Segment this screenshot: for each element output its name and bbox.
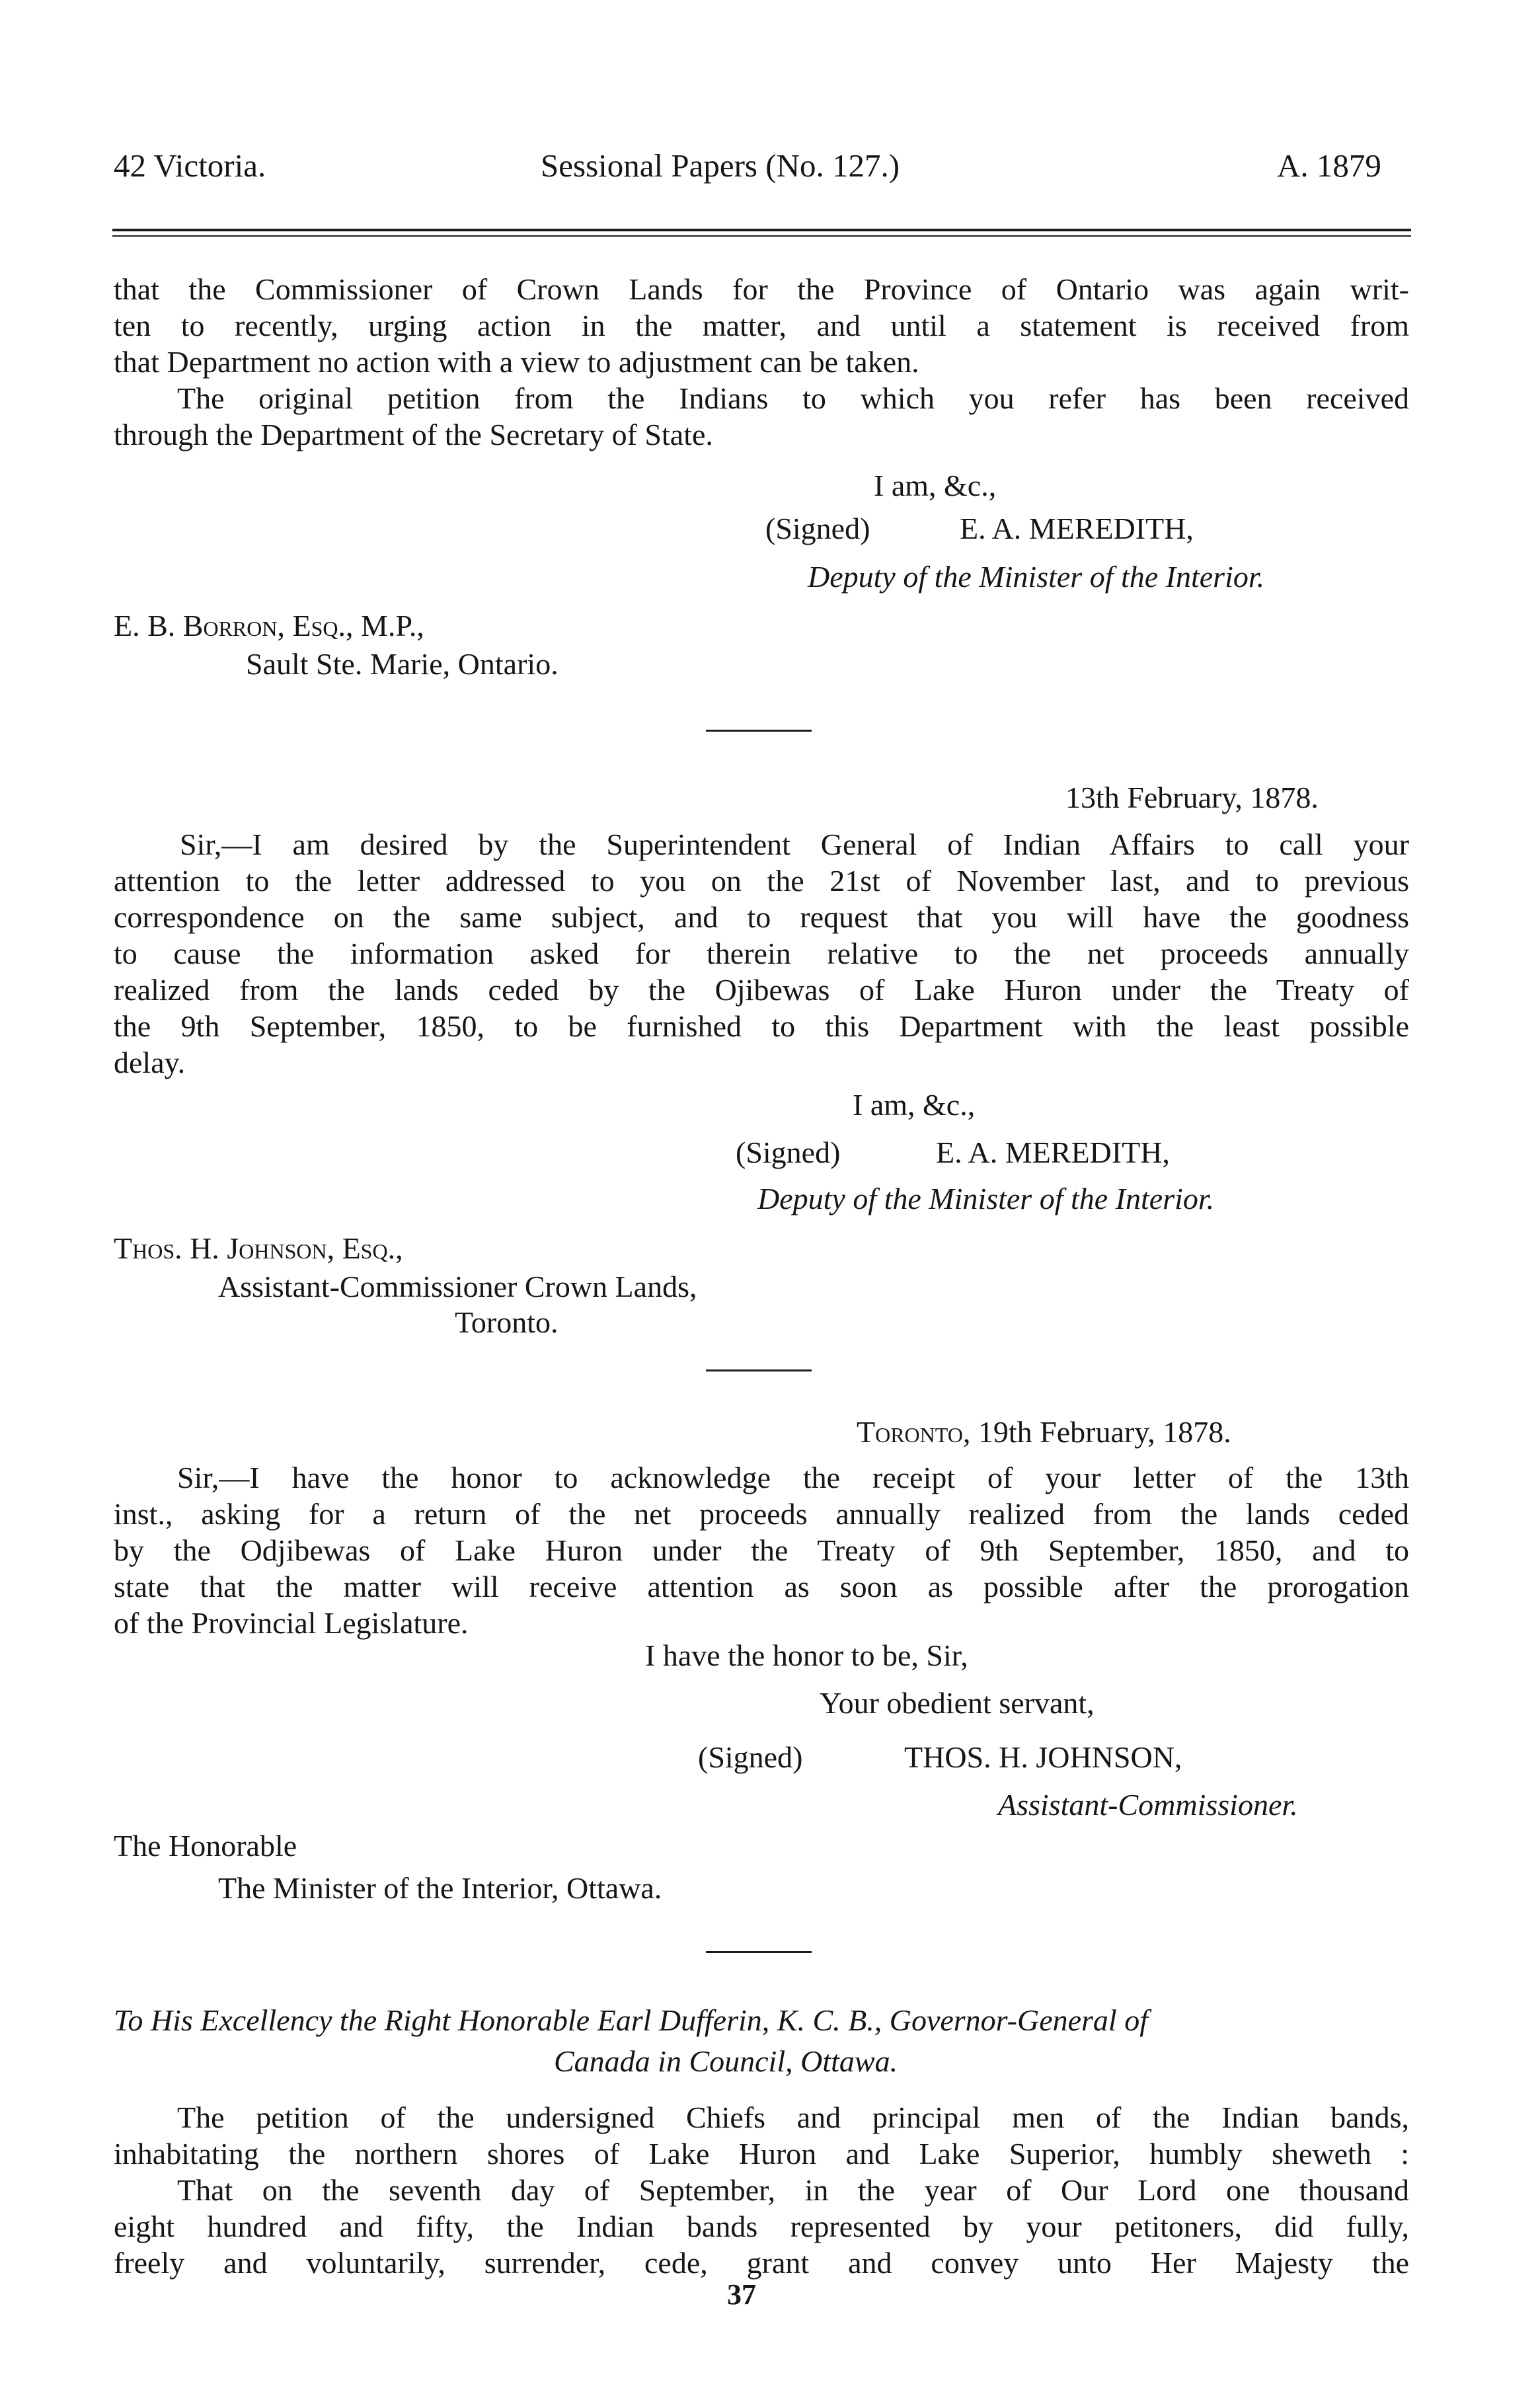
petition-heading-line2: Canada in Council, Ottawa.	[554, 2044, 898, 2078]
text-line: through the Department of the Secretary of State.	[114, 418, 713, 451]
letter2-signer-title: Deputy of the Minister of the Interior.	[757, 1182, 1215, 1215]
text-line: inhabitating the northern shores of Lake Huron and Lake Superior, humbly sheweth :	[114, 2137, 1409, 2171]
header-rule-thick	[112, 229, 1411, 231]
text-line: correspondence on the same subject, and to request that you will have the goodness	[114, 900, 1409, 934]
petition-heading-line1: To His Excellency the Right Honorable Earl Dufferin, K. C. B., Governor-General of	[114, 2003, 1148, 2037]
letter3-addressee-line2: The Minister of the Interior, Ottawa.	[218, 1871, 662, 1905]
letter2-signed-label: (Signed)	[736, 1136, 841, 1169]
text-line: realized from the lands ceded by the Ojibewas of Lake Huron under the Treaty of	[114, 973, 1409, 1007]
letter3-signed-label: (Signed)	[698, 1740, 803, 1774]
letter1-signer: E. A. MEREDITH,	[960, 512, 1194, 545]
text-line: freely and voluntarily, surrender, cede, grant and convey unto Her Majesty the	[114, 2246, 1409, 2280]
petition-body	[114, 2099, 1409, 2281]
letter1-body	[114, 271, 1409, 453]
letter3-date-text: 19th February, 1878.	[978, 1415, 1231, 1449]
letter1-signer-title: Deputy of the Minister of the Interior.	[808, 560, 1265, 594]
letter1-closing: I am, &c.,	[874, 469, 997, 502]
section-divider	[706, 730, 812, 732]
text-line: Sir,—I have the honor to acknowledge the receipt of your letter of the 13th	[177, 1461, 1409, 1494]
text-line: by the Odjibewas of Lake Huron under the Treaty of 9th September, 1850, and to	[114, 1533, 1409, 1567]
running-header-left: 42 Victoria.	[114, 147, 266, 184]
letter2-signer: E. A. MEREDITH,	[936, 1136, 1170, 1169]
text-line: That on the seventh day of September, in the year of Our Lord one thousand	[177, 2173, 1409, 2207]
text-line: to cause the information asked for therein relative to the net proceeds annually	[114, 937, 1409, 970]
letter3-signer-title: Assistant-Commissioner.	[998, 1788, 1298, 1822]
letter3-closing-1: I have the honor to be, Sir,	[645, 1638, 968, 1672]
letter2-addressee-title: Assistant-Commissioner Crown Lands,	[218, 1270, 697, 1303]
text-line: that the Commissioner of Crown Lands for the Province of Ontario was again writ-	[114, 272, 1409, 306]
letter2-closing: I am, &c.,	[853, 1088, 976, 1122]
text-line: state that the matter will receive attention as soon as possible after the prorogation	[114, 1570, 1409, 1603]
page-number: 37	[727, 2278, 756, 2311]
text-line: delay.	[114, 1046, 186, 1079]
letter3-body	[114, 1459, 1409, 1641]
letter3-date-place: Toronto,	[857, 1415, 971, 1449]
text-line: of the Provincial Legislature.	[114, 1606, 469, 1640]
letter3-date	[857, 1414, 1231, 1449]
running-header-right: A. 1879	[1277, 147, 1381, 184]
letter3-signer: THOS. H. JOHNSON,	[904, 1740, 1182, 1774]
header-rule-thin	[112, 235, 1411, 237]
running-header-center: Sessional Papers (No. 127.)	[541, 147, 900, 184]
letter1-addressee-place: Sault Ste. Marie, Ontario.	[246, 647, 558, 681]
letter3-addressee-line1: The Honorable	[114, 1829, 297, 1863]
section-divider	[706, 1951, 812, 1953]
text-line: that Department no action with a view to adjustment can be taken.	[114, 345, 919, 379]
letter3-closing-2: Your obedient servant,	[820, 1686, 1095, 1720]
letter1-signed-label: (Signed)	[765, 512, 870, 545]
text-line: The petition of the undersigned Chiefs and principal men of the Indian bands,	[177, 2100, 1409, 2134]
text-line: the 9th September, 1850, to be furnished to this Department with the least possible	[114, 1009, 1409, 1043]
letter2-body	[114, 826, 1409, 1081]
letter2-date: 13th February, 1878.	[1065, 781, 1319, 814]
text-line: Sir,—I am desired by the Superintendent General of Indian Affairs to call your	[180, 828, 1409, 861]
letter1-addressee-name: E. B. Borron, Esq., M.P.,	[114, 609, 424, 642]
text-line: ten to recently, urging action in the matter, and until a statement is received from	[114, 309, 1409, 342]
section-divider	[706, 1369, 812, 1371]
letter2-addressee-place: Toronto.	[455, 1305, 558, 1339]
text-line: eight hundred and fifty, the Indian bands represented by your petitoners, did fully,	[114, 2210, 1409, 2243]
text-line: The original petition from the Indians to which you refer has been received	[177, 381, 1409, 415]
text-line: inst., asking for a return of the net proceeds annually realized from the lands ceded	[114, 1497, 1409, 1531]
text-line: attention to the letter addressed to you on the 21st of November last, and to previous	[114, 864, 1409, 898]
letter2-addressee-name: Thos. H. Johnson, Esq.,	[114, 1231, 403, 1265]
